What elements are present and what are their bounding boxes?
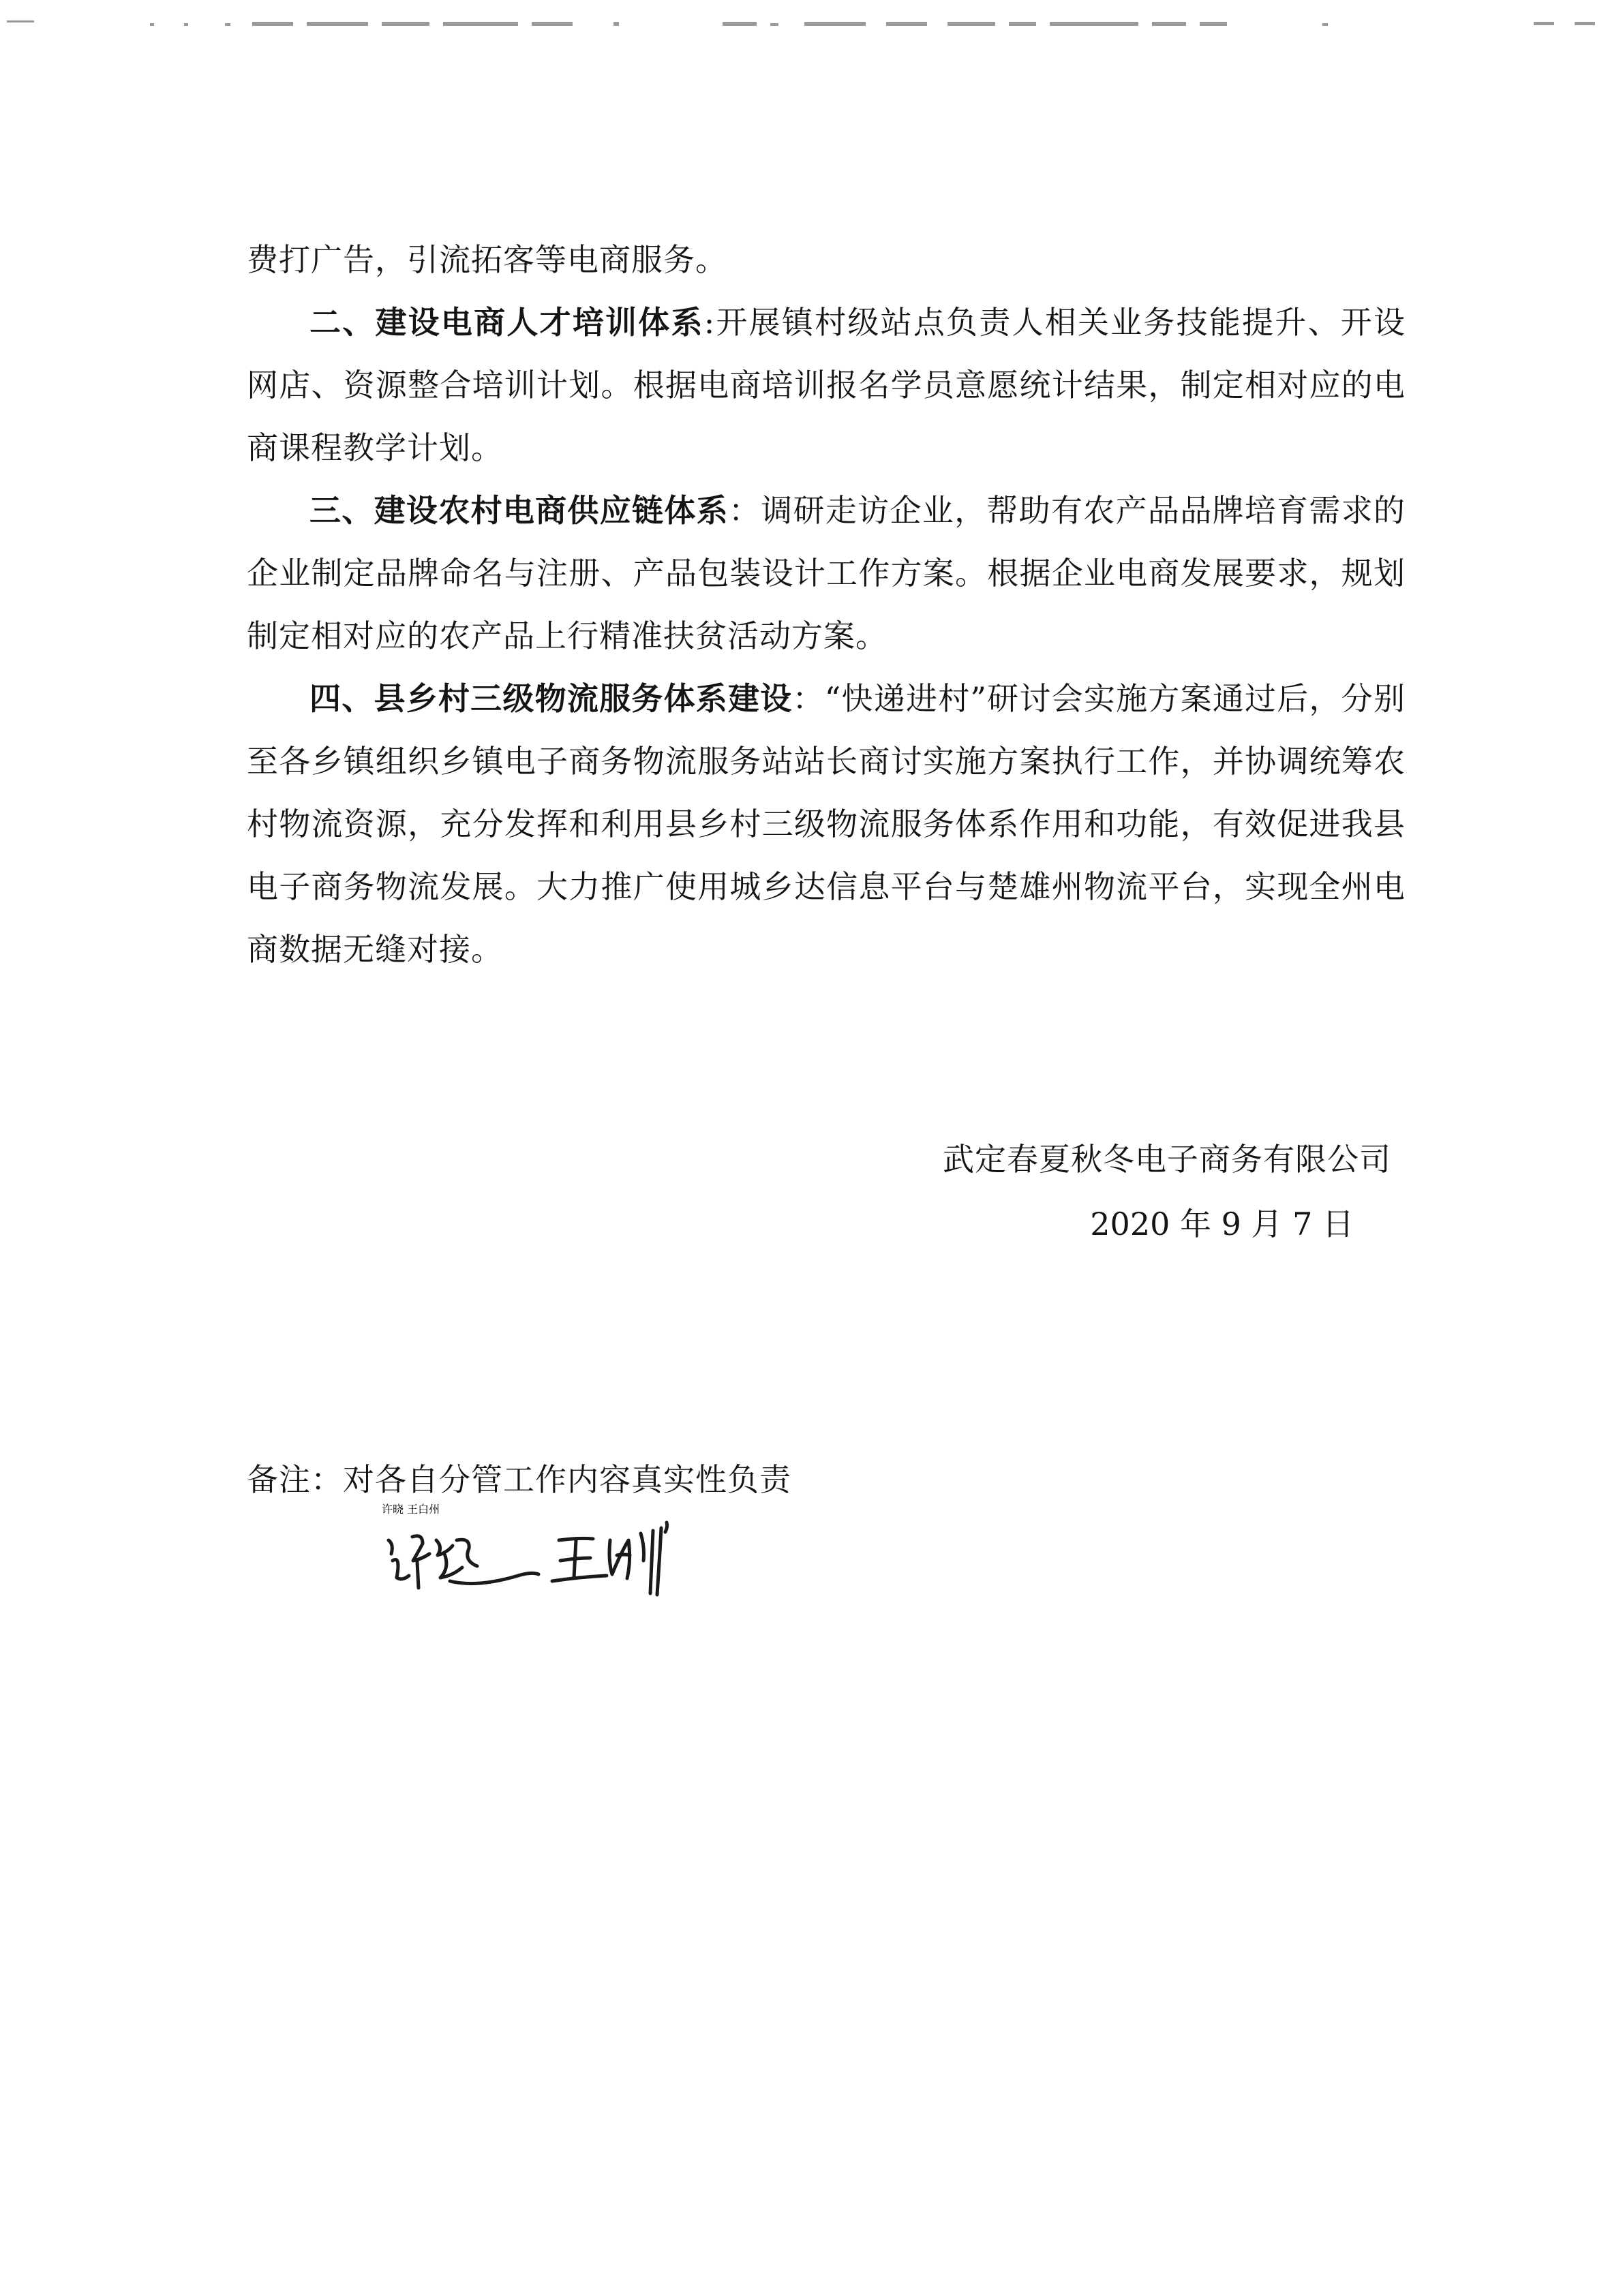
paragraph-text: :开展镇村级站点负责人相关业务技能提升、开设网店、资源整合培训计划。根据电商培训报名学员意愿统计结果，制定相对应的电商课程教学计划。 [247, 304, 1406, 466]
paragraph-talent-training [247, 291, 1406, 479]
company-name: 武定春夏秋冬电子商务有限公司 [943, 1141, 1391, 1178]
document-date: 2020 年 9 月 7 日 [1090, 1206, 1354, 1242]
paragraph-continuation [247, 228, 1406, 291]
paragraph-heading: 四、县乡村三级物流服务体系建设 [309, 680, 793, 717]
paragraph-supply-chain [247, 479, 1406, 667]
paragraph-text: ：调研走访企业，帮助有农产品品牌培育需求的企业制定品牌命名与注册、产品包装设计工作方案。根据企业电商发展要求，规划制定相对应的农产品上行精准扶贫活动方案。 [247, 492, 1406, 654]
body-text [247, 228, 1406, 981]
handwritten-signature [382, 1503, 695, 1608]
paragraph-text: ：“快递进村”研讨会实施方案通过后，分别至各乡镇组织乡镇电子商务物流服务站站长商讨实施方案执行工作，并协调统筹农村物流资源，充分发挥和利用县乡村三级物流服务体系作用和功能，有效促进我县电子商务物流发展。大力推广使用城乡达信息平台与楚雄州物流平台，实现全州电商数据无缝对接。 [247, 680, 1406, 968]
scan-noise-strip [0, 0, 1623, 41]
paragraph-heading: 三、建设农村电商供应链体系 [309, 492, 729, 529]
paragraph-text: 费打广告，引流拓客等电商服务。 [247, 241, 727, 278]
signature-text: 许晓 王白州 [382, 1503, 440, 1516]
remark-note: 备注：对各自分管工作内容真实性负责 [247, 1461, 791, 1498]
paragraph-logistics [247, 667, 1406, 981]
paragraph-heading: 二、建设电商人才培训体系 [309, 304, 704, 341]
